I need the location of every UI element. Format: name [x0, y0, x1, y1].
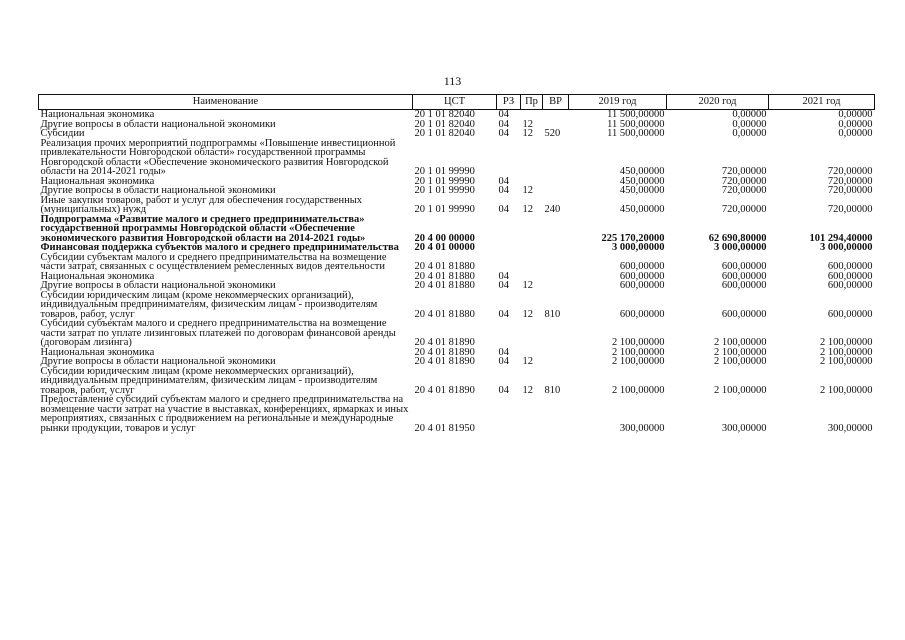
- row-pr: 12: [522, 280, 533, 291]
- row-value-2020: 600,00000: [721, 308, 767, 320]
- row-vr: [543, 186, 569, 196]
- row-value-2019: 450,00000: [619, 175, 665, 187]
- row-name: Субсидии субъектам малого и среднего предпринимательства на возмещение части затрат по уплате лизинговых платежей по договорам финансовой аренды (договорам лизинга): [40, 318, 396, 348]
- row-value-2019: 600,00000: [619, 280, 665, 291]
- row-rz: 04: [498, 356, 509, 367]
- row-value-2019: 11 500,00000: [607, 109, 665, 120]
- row-value-2019: 2 100,00000: [612, 384, 665, 396]
- row-vr: [543, 357, 569, 367]
- row-cst: 20 1 01 82040: [414, 118, 475, 130]
- row-value-2019: 300,00000: [619, 422, 665, 434]
- table-row: [39, 367, 875, 396]
- budget-table: [38, 94, 875, 433]
- row-value-2021: 2 100,00000: [820, 337, 873, 348]
- row-value-2021: 600,00000: [827, 308, 873, 320]
- row-value-2021: 720,00000: [827, 166, 873, 177]
- row-pr: 12: [522, 356, 533, 367]
- row-rz: [497, 253, 521, 272]
- row-value-2019: 3 000,00000: [612, 242, 665, 253]
- row-value-2021: 600,00000: [827, 261, 873, 272]
- row-pr: 12: [522, 118, 533, 130]
- table-row: [39, 253, 875, 272]
- row-value-2019: 2 100,00000: [612, 356, 665, 367]
- header-2021: 2021 год: [769, 95, 875, 110]
- table-row: [39, 319, 875, 348]
- row-value-2019: 11 500,00000: [607, 118, 665, 130]
- row-cst: 20 4 01 81950: [414, 422, 475, 434]
- row-value-2020: 600,00000: [721, 280, 767, 291]
- row-rz: 04: [498, 270, 509, 282]
- row-pr: 12: [522, 185, 533, 196]
- row-name: Национальная экономика: [40, 175, 155, 187]
- row-name: Субсидии юридическим лицам (кроме некоммерческих организаций), индивидуальным предпринимателям, физическим лицам - производителям товаров, работ, услуг: [40, 289, 378, 320]
- row-value-2021: 300,00000: [827, 422, 873, 434]
- row-rz: 04: [498, 346, 509, 358]
- row-vr: 520: [544, 128, 561, 139]
- row-value-2019: 225 170,20000: [601, 232, 665, 244]
- row-cst: 20 4 01 81880: [414, 308, 475, 320]
- row-value-2019: 600,00000: [619, 270, 665, 282]
- row-value-2019: 2 100,00000: [612, 346, 665, 358]
- header-pr: Пр: [521, 95, 543, 110]
- table-row: [39, 215, 875, 244]
- row-value-2020: 0,00000: [732, 128, 767, 139]
- row-cst: 20 4 01 81890: [414, 346, 475, 358]
- row-cst: 20 1 01 99990: [414, 175, 475, 187]
- row-rz: [497, 395, 521, 433]
- row-pr: 12: [522, 204, 533, 215]
- row-value-2020: 2 100,00000: [714, 356, 767, 367]
- table-header-row: [39, 95, 875, 110]
- row-value-2020: 2 100,00000: [714, 346, 767, 358]
- row-cst: 20 1 01 82040: [414, 128, 475, 139]
- row-value-2019: 600,00000: [619, 261, 665, 272]
- row-vr: [543, 253, 569, 272]
- row-name: Национальная экономика: [40, 270, 155, 282]
- row-name: Другие вопросы в области национальной экономики: [40, 280, 276, 291]
- row-cst: 20 1 01 99990: [414, 166, 475, 177]
- table-body: [39, 110, 875, 434]
- row-cst: 20 4 01 81890: [414, 337, 475, 348]
- row-rz: [497, 319, 521, 348]
- row-rz: [497, 243, 521, 253]
- row-pr: 12: [522, 384, 533, 396]
- row-pr: [521, 319, 543, 348]
- row-rz: 04: [498, 185, 509, 196]
- row-cst: 20 4 01 81880: [414, 261, 475, 272]
- row-vr: 810: [544, 308, 561, 320]
- row-value-2021: 720,00000: [827, 175, 873, 187]
- row-value-2020: 0,00000: [732, 109, 767, 120]
- row-value-2019: 2 100,00000: [612, 337, 665, 348]
- row-name: Другие вопросы в области национальной экономики: [40, 118, 276, 130]
- row-name: Субсидии: [40, 128, 85, 139]
- row-pr: [521, 139, 543, 177]
- row-value-2020: 0,00000: [732, 118, 767, 130]
- row-name: Финансовая поддержка субъектов малого и среднего предпринимательства: [40, 242, 399, 253]
- row-cst: 20 4 01 00000: [414, 242, 475, 253]
- row-value-2019: 450,00000: [619, 185, 665, 196]
- row-vr: [543, 110, 569, 120]
- row-name: Реализация прочих мероприятий подпрограммы «Повышение инвестиционной привлекательности Новгородской области» государственной программы Новгородской области «Обеспечение экономического развития Новгородской области на 2014-2021 годы»: [40, 137, 396, 177]
- row-cst: 20 1 01 99990: [414, 204, 475, 215]
- row-vr: [543, 319, 569, 348]
- row-value-2020: 2 100,00000: [714, 337, 767, 348]
- row-rz: 04: [498, 109, 509, 120]
- row-cst: 20 1 01 82040: [414, 109, 475, 120]
- row-vr: [543, 281, 569, 291]
- row-pr: [521, 395, 543, 433]
- row-value-2019: 450,00000: [619, 166, 665, 177]
- row-value-2021: 0,00000: [838, 118, 873, 130]
- row-value-2020: 300,00000: [721, 422, 767, 434]
- row-value-2021: 720,00000: [827, 204, 873, 215]
- row-rz: 04: [498, 128, 509, 139]
- header-2019: 2019 год: [569, 95, 667, 110]
- row-value-2019: 11 500,00000: [607, 128, 665, 139]
- header-cst: ЦСТ: [413, 95, 497, 110]
- row-value-2020: 600,00000: [721, 270, 767, 282]
- row-value-2020: 720,00000: [721, 204, 767, 215]
- header-2020: 2020 год: [667, 95, 769, 110]
- row-pr: [521, 110, 543, 120]
- row-value-2020: 600,00000: [721, 261, 767, 272]
- header-name: Наименование: [39, 95, 413, 110]
- row-name: Иные закупки товаров, работ и услуг для обеспечения государственных (муниципальных) нужд: [40, 194, 363, 215]
- row-value-2020: 720,00000: [721, 175, 767, 187]
- row-vr: [543, 348, 569, 358]
- row-vr: [543, 272, 569, 282]
- row-cst: 20 4 00 00000: [414, 232, 475, 244]
- row-name: Подпрограмма «Развитие малого и среднего предпринимательства» государственной программы Новгородской области «Обеспечение экономического развития Новгородской области на 2014-2021 годы»: [40, 213, 366, 244]
- row-rz: 04: [498, 308, 509, 320]
- row-rz: [497, 215, 521, 244]
- row-value-2020: 720,00000: [721, 185, 767, 196]
- row-rz: 04: [498, 175, 509, 187]
- row-pr: [521, 215, 543, 244]
- row-cst: 20 4 01 81880: [414, 270, 475, 282]
- row-value-2021: 2 100,00000: [820, 346, 873, 358]
- row-name: Национальная экономика: [40, 346, 155, 358]
- row-rz: 04: [498, 204, 509, 215]
- row-rz: 04: [498, 280, 509, 291]
- row-value-2021: 720,00000: [827, 185, 873, 196]
- header-vr: ВР: [543, 95, 569, 110]
- row-name: Другие вопросы в области национальной экономики: [40, 356, 276, 367]
- row-value-2021: 3 000,00000: [820, 242, 873, 253]
- row-vr: [543, 395, 569, 433]
- row-rz: [497, 139, 521, 177]
- row-name: Субсидии юридическим лицам (кроме некоммерческих организаций), индивидуальным предпринимателям, физическим лицам - производителям товаров, работ, услуг: [40, 365, 378, 396]
- row-name: Другие вопросы в области национальной экономики: [40, 185, 276, 196]
- row-vr: [543, 243, 569, 253]
- row-value-2020: 62 690,80000: [708, 232, 767, 244]
- row-cst: 20 4 01 81890: [414, 356, 475, 367]
- row-value-2021: 2 100,00000: [820, 356, 873, 367]
- row-vr: 240: [544, 204, 561, 215]
- row-value-2019: 450,00000: [619, 204, 665, 215]
- row-value-2021: 0,00000: [838, 128, 873, 139]
- row-vr: 810: [544, 384, 561, 396]
- row-vr: [543, 177, 569, 187]
- row-pr: 12: [522, 128, 533, 139]
- row-vr: [543, 215, 569, 244]
- row-value-2021: 2 100,00000: [820, 384, 873, 396]
- header-rz: РЗ: [497, 95, 521, 110]
- row-vr: [543, 139, 569, 177]
- row-value-2020: 720,00000: [721, 166, 767, 177]
- row-value-2021: 600,00000: [827, 280, 873, 291]
- row-value-2021: 600,00000: [827, 270, 873, 282]
- table-row: [39, 110, 875, 120]
- table-row: [39, 291, 875, 320]
- row-pr: 12: [522, 308, 533, 320]
- row-rz: 04: [498, 118, 509, 130]
- row-value-2020: 2 100,00000: [714, 384, 767, 396]
- table-row: [39, 139, 875, 177]
- row-value-2021: 101 294,40000: [809, 232, 873, 244]
- row-name: Субсидии субъектам малого и среднего предпринимательства на возмещение части затрат, связанных с осуществлением ремесленных видов деятельности: [40, 251, 387, 272]
- row-cst: 20 4 01 81880: [414, 280, 475, 291]
- page-number: 113: [443, 74, 462, 88]
- row-pr: [521, 243, 543, 253]
- row-cst: 20 4 01 81890: [414, 384, 475, 396]
- row-name: Национальная экономика: [40, 109, 155, 120]
- row-cst: 20 1 01 99990: [414, 185, 475, 196]
- row-value-2019: 600,00000: [619, 308, 665, 320]
- row-name: Предоставление субсидий субъектам малого и среднего предпринимательства на возмещение части затрат на участие в выставках, конференциях, ярмарках и иных мероприятиях, связанных с продвижением на региональные и международные рынки продукции, товаров и услуг: [40, 394, 409, 434]
- row-value-2020: 3 000,00000: [714, 242, 767, 253]
- row-pr: [521, 253, 543, 272]
- row-value-2021: 0,00000: [838, 109, 873, 120]
- table-row: [39, 395, 875, 433]
- table-row: [39, 196, 875, 215]
- row-rz: 04: [498, 384, 509, 396]
